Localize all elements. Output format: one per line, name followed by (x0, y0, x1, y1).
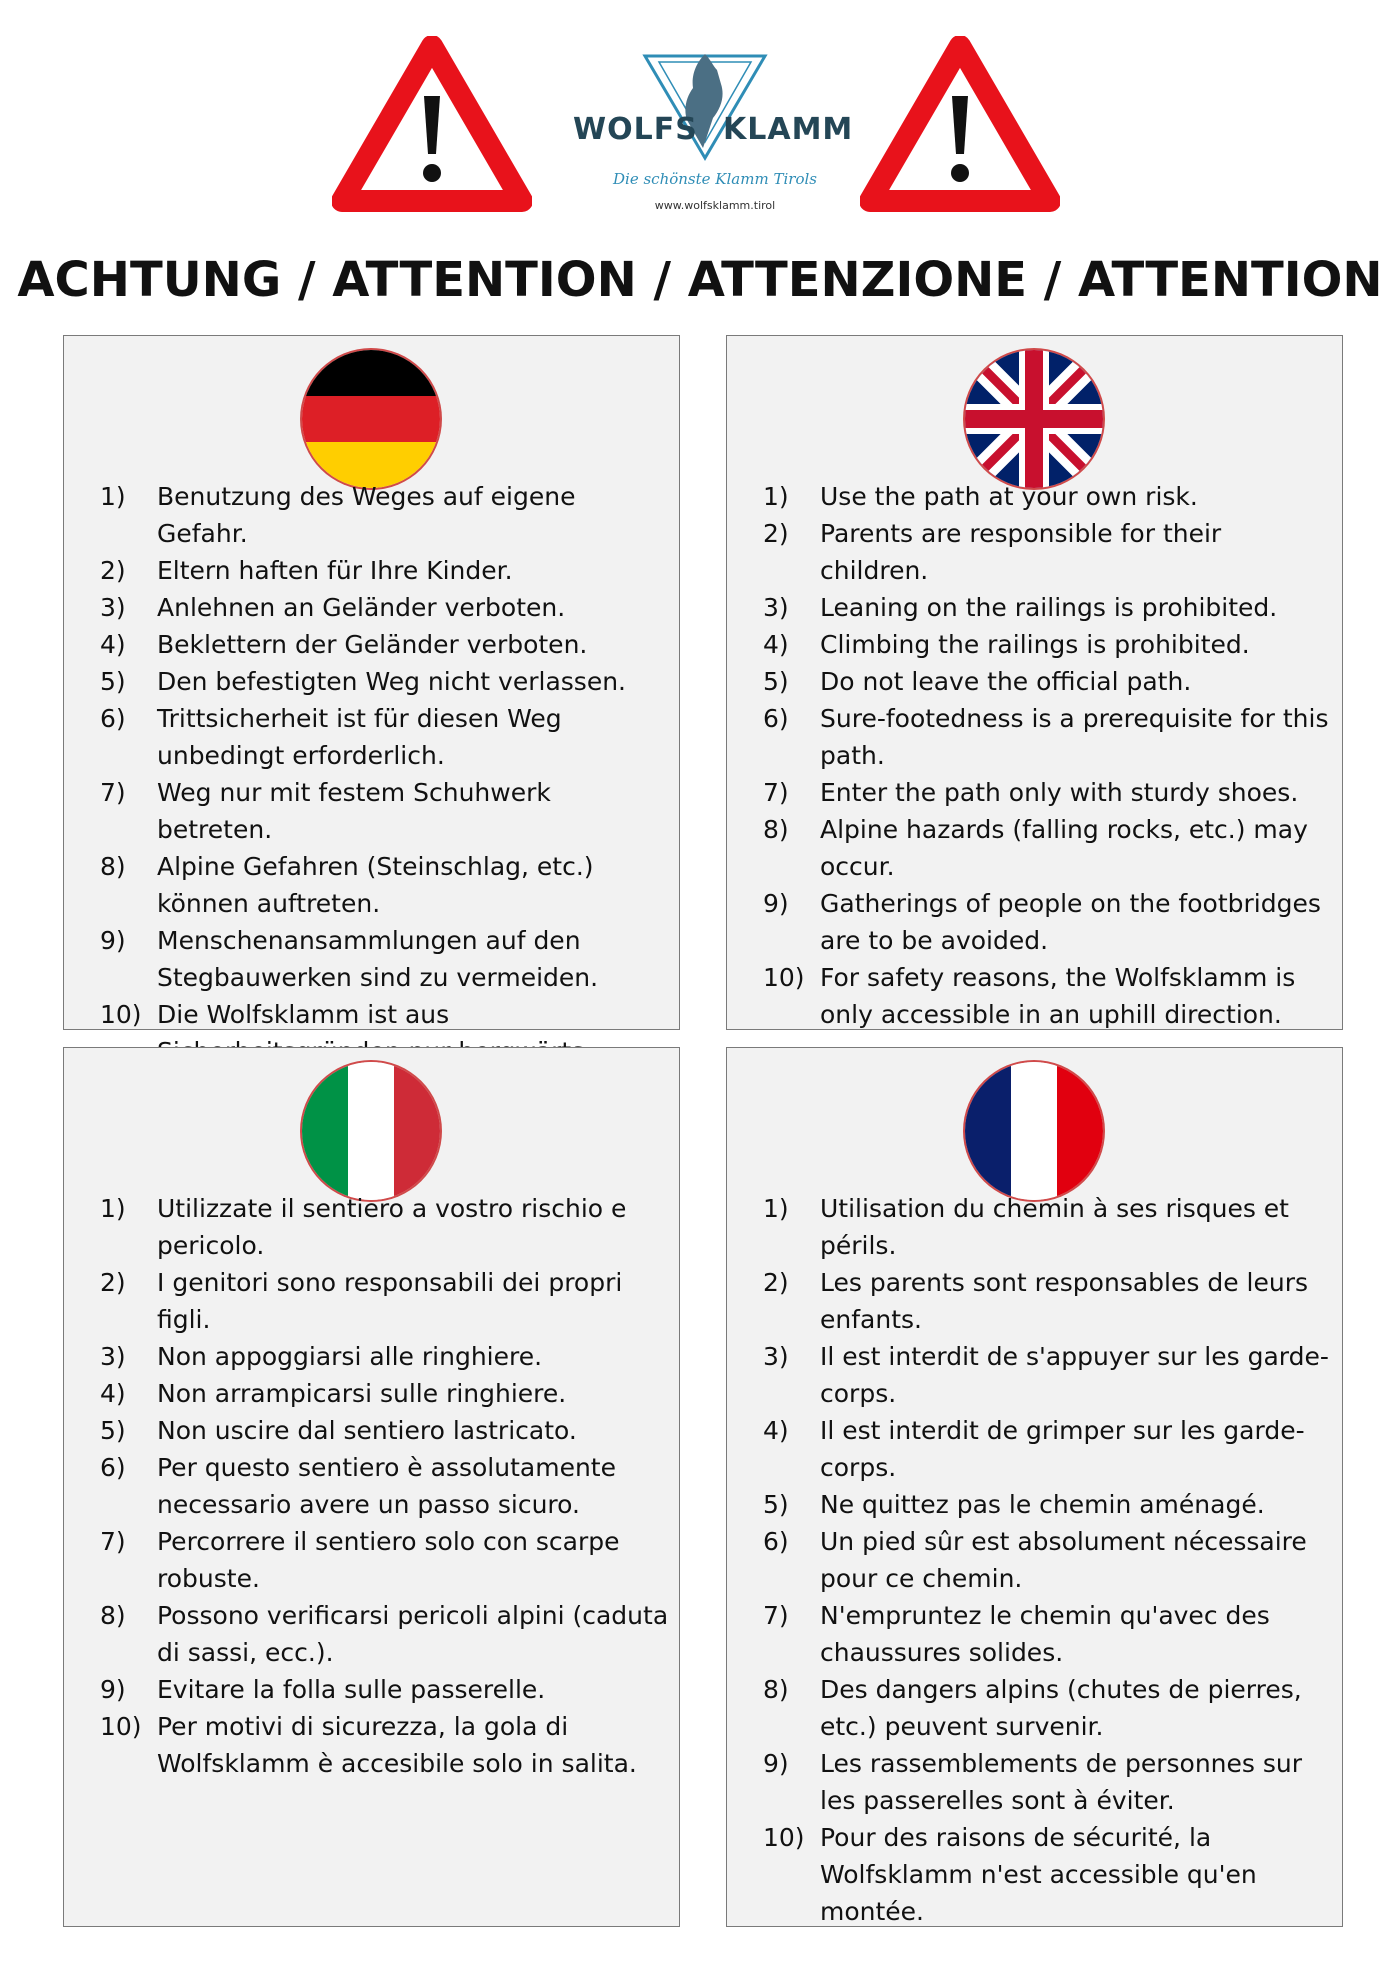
rule-text: Per motivi di sicurezza, la gola di Wolfsklamm è accesibile solo in salita. (157, 1712, 637, 1778)
list-item (763, 626, 1333, 663)
list-item (100, 774, 670, 848)
rule-text: Il est interdit de grimper sur les garde-corps. (820, 1416, 1305, 1482)
rule-number: 4) (763, 1416, 789, 1445)
rule-text: Leaning on the railings is prohibited. (820, 593, 1278, 622)
list-item (100, 1708, 670, 1782)
rule-number: 2) (100, 556, 126, 585)
list-item (763, 1338, 1333, 1412)
rule-number: 3) (100, 1342, 126, 1371)
rule-text: Utilisation du chemin à ses risques et périls. (820, 1194, 1289, 1260)
rule-number: 7) (763, 778, 789, 807)
rule-text: Pour des raisons de sécurité, la Wolfsklamm n'est accessible qu'en montée. (820, 1823, 1257, 1926)
rule-text: Benutzung des Weges auf eigene Gefahr. (157, 482, 576, 548)
rule-text: Die Wolfsklamm ist aus (157, 1000, 450, 1029)
rule-text: Possono verificarsi pericoli alpini (caduta di sassi, ecc.). (157, 1601, 669, 1667)
german-flag-icon (302, 350, 440, 488)
rule-text: Des dangers alpins (chutes de pierres, etc.) peuvent survenir. (820, 1675, 1302, 1741)
rule-number: 1) (100, 1194, 126, 1223)
rule-text: Per questo sentiero è assolutamente necessario avere un passo sicuro. (157, 1453, 616, 1519)
italian-flag-icon (302, 1062, 440, 1200)
rule-text: N'empruntez le chemin qu'avec des chaussures solides. (820, 1601, 1270, 1667)
list-item (763, 1523, 1333, 1597)
logo-url: www.wolfsklamm.tirol (654, 199, 776, 212)
panel-english (726, 335, 1343, 1030)
rule-number: 8) (100, 852, 126, 881)
list-item (763, 589, 1333, 626)
header (0, 0, 1400, 250)
list-item (100, 663, 670, 700)
rule-text: Ne quittez pas le chemin aménagé. (820, 1490, 1265, 1519)
rule-number: 6) (100, 704, 126, 733)
rule-number: 10) (763, 1823, 805, 1852)
rule-number: 2) (763, 1268, 789, 1297)
rule-number: 5) (100, 1416, 126, 1445)
rule-text: Non arrampicarsi sulle ringhiere. (157, 1379, 567, 1408)
rule-text: Les rassemblements de personnes sur les passerelles sont à éviter. (820, 1749, 1303, 1815)
wolfsklamm-logo (555, 48, 855, 223)
rule-text: Anlehnen an Geländer verboten. (157, 593, 566, 622)
rule-text: Eltern haften für Ihre Kinder. (157, 556, 513, 585)
list-item (763, 774, 1333, 811)
list-item (100, 1671, 670, 1708)
rule-text: Non uscire dal sentiero lastricato. (157, 1416, 577, 1445)
rule-number: 3) (763, 1342, 789, 1371)
logo-word-left: WOLFS (573, 112, 698, 147)
rule-number: 5) (100, 667, 126, 696)
list-item (763, 515, 1333, 589)
page-title: ACHTUNG / ATTENTION / ATTENZIONE / ATTENTION (17, 252, 1383, 308)
list-item (763, 1745, 1333, 1819)
rule-text: Alpine Gefahren (Steinschlag, etc.) können auftreten. (157, 852, 594, 918)
rule-number: 1) (100, 482, 126, 511)
rule-number: 4) (763, 630, 789, 659)
rule-number: 3) (763, 593, 789, 622)
rule-number: 2) (763, 519, 789, 548)
list-item (100, 1375, 670, 1412)
list-item (763, 1486, 1333, 1523)
panel-french (726, 1047, 1343, 1927)
list-item (763, 1412, 1333, 1486)
list-item (100, 922, 670, 996)
rule-text: Il est interdit de s'appuyer sur les garde-corps. (820, 1342, 1329, 1408)
rule-text: For safety reasons, the Wolfsklamm is only accessible in an uphill direction. (820, 963, 1296, 1029)
rule-text: I genitori sono responsabili dei propri figli. (157, 1268, 623, 1334)
warning-triangle-icon (860, 36, 1060, 216)
rule-number: 7) (100, 778, 126, 807)
rule-number: 9) (763, 1749, 789, 1778)
rule-number: 10) (100, 1712, 142, 1741)
logo-tagline: Die schönste Klamm Tirols (613, 170, 817, 188)
list-item (100, 1412, 670, 1449)
uk-flag-icon (965, 350, 1103, 488)
list-item (100, 848, 670, 922)
rule-text: Den befestigten Weg nicht verlassen. (157, 667, 626, 696)
rule-number: 5) (763, 667, 789, 696)
rule-number: 7) (100, 1527, 126, 1556)
rule-text: Climbing the railings is prohibited. (820, 630, 1250, 659)
rule-text: Parents are responsible for their children. (820, 519, 1222, 585)
rule-text: Percorrere il sentiero solo con scarpe robuste. (157, 1527, 620, 1593)
list-item (763, 885, 1333, 959)
rule-text: Evitare la folla sulle passerelle. (157, 1675, 546, 1704)
rule-text: Do not leave the official path. (820, 667, 1192, 696)
rule-text: Alpine hazards (falling rocks, etc.) may occur. (820, 815, 1308, 881)
rule-text: Un pied sûr est absolument nécessaire pour ce chemin. (820, 1527, 1307, 1593)
warning-triangle-icon (332, 36, 532, 216)
rule-number: 7) (763, 1601, 789, 1630)
rule-number: 6) (100, 1453, 126, 1482)
list-item (763, 478, 1333, 515)
list-item (100, 552, 670, 589)
list-item (763, 1264, 1333, 1338)
rule-text: Beklettern der Geländer verboten. (157, 630, 588, 659)
rules-list-french (763, 1190, 1333, 1930)
rule-text: Enter the path only with sturdy shoes. (820, 778, 1299, 807)
rule-number: 9) (100, 1675, 126, 1704)
list-item (100, 700, 670, 774)
list-item (100, 1264, 670, 1338)
rule-text: Use the path at your own risk. (820, 482, 1198, 511)
rule-number: 8) (763, 1675, 789, 1704)
rule-number: 4) (100, 1379, 126, 1408)
list-item (100, 1523, 670, 1597)
rule-text: Utilizzate il sentiero a vostro rischio e pericolo. (157, 1194, 627, 1260)
rule-number: 3) (100, 593, 126, 622)
list-item (100, 1449, 670, 1523)
rule-number: 6) (763, 704, 789, 733)
panel-italian (63, 1047, 680, 1927)
rule-text: Sure-footedness is a prerequisite for this path. (820, 704, 1329, 770)
rule-number: 8) (100, 1601, 126, 1630)
list-item (763, 1597, 1333, 1671)
rule-number: 4) (100, 630, 126, 659)
list-item (763, 1819, 1333, 1930)
list-item (763, 1671, 1333, 1745)
list-item (763, 1190, 1333, 1264)
rule-number: 9) (763, 889, 789, 918)
list-item (100, 1190, 670, 1264)
list-item (763, 663, 1333, 700)
rule-number: 5) (763, 1490, 789, 1519)
french-flag-icon (965, 1062, 1103, 1200)
rule-text: Weg nur mit festem Schuhwerk betreten. (157, 778, 551, 844)
list-item (100, 626, 670, 663)
list-item (763, 811, 1333, 885)
list-item (100, 1338, 670, 1375)
rule-number: 8) (763, 815, 789, 844)
rule-text: Non appoggiarsi alle ringhiere. (157, 1342, 543, 1371)
list-item (100, 478, 670, 552)
rule-text: Les parents sont responsables de leurs enfants. (820, 1268, 1309, 1334)
rules-list-german (100, 478, 670, 1107)
rule-number: 1) (763, 482, 789, 511)
rule-number: 9) (100, 926, 126, 955)
rule-text: Trittsicherheit ist für diesen Weg unbedingt erforderlich. (157, 704, 562, 770)
rule-number: 1) (763, 1194, 789, 1223)
list-item (100, 1597, 670, 1671)
rule-text: Menschenansammlungen auf den Stegbauwerken sind zu vermeiden. (157, 926, 599, 992)
panel-german (63, 335, 680, 1030)
rules-list-italian (100, 1190, 670, 1782)
rule-number: 10) (100, 1000, 142, 1029)
list-item (763, 700, 1333, 774)
rules-list-english (763, 478, 1333, 1033)
rule-number: 2) (100, 1268, 126, 1297)
list-item (100, 589, 670, 626)
logo-word-right: KLAMM (723, 112, 854, 147)
rule-text: Gatherings of people on the footbridges are to be avoided. (820, 889, 1321, 955)
list-item (763, 959, 1333, 1033)
rule-number: 10) (763, 963, 805, 992)
rule-number: 6) (763, 1527, 789, 1556)
